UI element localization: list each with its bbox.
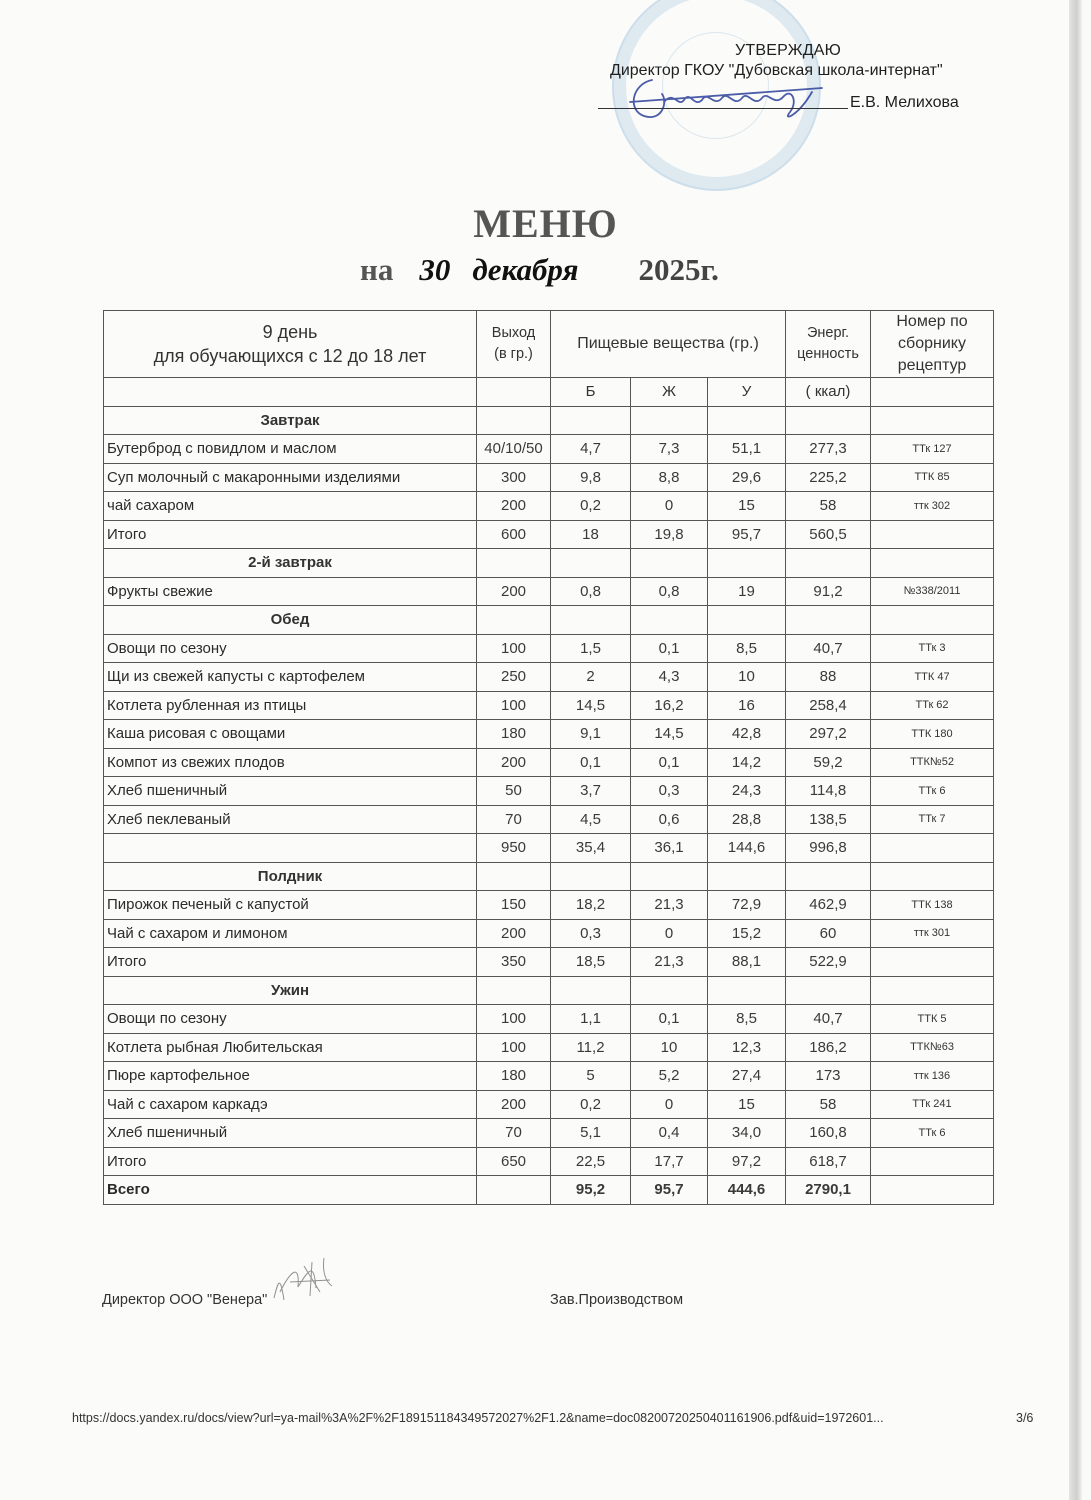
section-header-row — [104, 406, 994, 435]
output-cell: 200 — [477, 919, 551, 948]
recipe-code-cell: ТТК 47 — [871, 663, 994, 692]
kcal-cell: 258,4 — [786, 691, 871, 720]
fat-cell: 21,3 — [631, 891, 708, 920]
protein-cell: 18,2 — [551, 891, 631, 920]
output-cell: 100 — [477, 1033, 551, 1062]
output-cell — [477, 1176, 551, 1205]
kcal-cell: 297,2 — [786, 720, 871, 749]
dish-name-cell: Щи из свежей капусты с картофелем — [104, 663, 477, 692]
output-cell: 100 — [477, 691, 551, 720]
section-header-row — [104, 976, 994, 1005]
dish-name-cell: Компот из свежих плодов — [104, 748, 477, 777]
kcal-cell: 462,9 — [786, 891, 871, 920]
date-month: декабря — [472, 252, 579, 287]
table-row — [104, 663, 994, 692]
approval-name: Е.В. Мелихова — [850, 94, 959, 111]
protein-cell: 9,1 — [551, 720, 631, 749]
carbs-cell: 72,9 — [708, 891, 786, 920]
recipe-code-cell: ТТК 5 — [871, 1005, 994, 1034]
kcal-cell: 40,7 — [786, 634, 871, 663]
protein-cell: 11,2 — [551, 1033, 631, 1062]
carbs-cell — [708, 406, 786, 435]
recipe-code-cell — [871, 1176, 994, 1205]
subtotal-row — [104, 1147, 994, 1176]
kcal-cell: 58 — [786, 492, 871, 521]
fat-cell: 16,2 — [631, 691, 708, 720]
dish-name-cell: Котлета рыбная Любительская — [104, 1033, 477, 1062]
output-cell: 950 — [477, 834, 551, 863]
fat-cell: 0 — [631, 1090, 708, 1119]
kcal-cell: 59,2 — [786, 748, 871, 777]
dish-name-cell: Овощи по сезону — [104, 1005, 477, 1034]
date-prefix: на — [360, 252, 394, 287]
header-recipe-number: Номер по сборнику рецептур — [871, 311, 994, 378]
fat-cell: 0,1 — [631, 1005, 708, 1034]
fat-cell: 14,5 — [631, 720, 708, 749]
table-row — [104, 720, 994, 749]
fat-cell: 0 — [631, 492, 708, 521]
table-row — [104, 891, 994, 920]
output-cell — [477, 406, 551, 435]
dish-name-cell: Фрукты свежие — [104, 577, 477, 606]
carbs-cell: 10 — [708, 663, 786, 692]
fat-cell: 5,2 — [631, 1062, 708, 1091]
output-cell: 300 — [477, 463, 551, 492]
protein-cell: 22,5 — [551, 1147, 631, 1176]
kcal-cell: 186,2 — [786, 1033, 871, 1062]
dish-name-cell: Чай с сахаром каркадэ — [104, 1090, 477, 1119]
director-signature-icon — [270, 1252, 350, 1302]
footer-production-head: Зав.Производством — [550, 1292, 684, 1308]
recipe-code-cell: ттк 301 — [871, 919, 994, 948]
dish-name-cell: Каша рисовая с овощами — [104, 720, 477, 749]
fat-cell: 0,4 — [631, 1119, 708, 1148]
recipe-code-cell — [871, 606, 994, 635]
table-row — [104, 463, 994, 492]
recipe-code-cell: ТТк 7 — [871, 805, 994, 834]
kcal-cell — [786, 976, 871, 1005]
protein-cell: 2 — [551, 663, 631, 692]
fat-cell: 0,1 — [631, 634, 708, 663]
protein-cell: 1,5 — [551, 634, 631, 663]
header-day: 9 день для обучающихся с 12 до 18 лет — [104, 311, 477, 378]
carbs-cell: 42,8 — [708, 720, 786, 749]
date-year: 2025г. — [638, 252, 719, 287]
protein-cell: 0,2 — [551, 1090, 631, 1119]
table-row — [104, 1033, 994, 1062]
recipe-code-cell: ттк 136 — [871, 1062, 994, 1091]
kcal-cell: 88 — [786, 663, 871, 692]
protein-cell: 9,8 — [551, 463, 631, 492]
kcal-cell: 60 — [786, 919, 871, 948]
dish-name-cell: Котлета рубленная из птицы — [104, 691, 477, 720]
fat-cell — [631, 606, 708, 635]
dish-name-cell: Ужин — [104, 976, 477, 1005]
carbs-cell: 8,5 — [708, 634, 786, 663]
fat-cell: 95,7 — [631, 1176, 708, 1205]
fat-cell: 4,3 — [631, 663, 708, 692]
dish-name-cell: Бутерброд с повидлом и маслом — [104, 435, 477, 464]
kcal-cell — [786, 406, 871, 435]
carbs-cell: 88,1 — [708, 948, 786, 977]
page-title: МЕНЮ — [473, 201, 618, 246]
page-number: 3/6 — [1016, 1411, 1034, 1425]
kcal-cell: 58 — [786, 1090, 871, 1119]
table-subheader-row — [104, 378, 994, 407]
protein-cell: 18 — [551, 520, 631, 549]
date-day: 30 — [419, 252, 451, 287]
dish-name-cell: Чай с сахаром и лимоном — [104, 919, 477, 948]
recipe-code-cell — [871, 406, 994, 435]
signature-line — [598, 108, 848, 109]
menu-table-body — [104, 406, 994, 1204]
recipe-code-cell — [871, 1147, 994, 1176]
header-nutrients: Пищевые вещества (гр.) — [551, 311, 786, 378]
subtotal-row — [104, 948, 994, 977]
recipe-code-cell: ТТк 241 — [871, 1090, 994, 1119]
output-cell: 200 — [477, 492, 551, 521]
subtotal-row — [104, 520, 994, 549]
header-output: Выход (в гр.) — [477, 311, 551, 378]
footer-director: Директор ООО "Венера" — [102, 1292, 268, 1308]
protein-cell: 4,5 — [551, 805, 631, 834]
kcal-cell — [786, 862, 871, 891]
kcal-cell: 522,9 — [786, 948, 871, 977]
output-cell: 200 — [477, 577, 551, 606]
table-row — [104, 1062, 994, 1091]
table-row — [104, 435, 994, 464]
output-cell: 40/10/50 — [477, 435, 551, 464]
output-cell — [477, 549, 551, 578]
recipe-code-cell: ТТк 3 — [871, 634, 994, 663]
protein-cell: 5,1 — [551, 1119, 631, 1148]
kcal-cell: 138,5 — [786, 805, 871, 834]
carbs-cell — [708, 549, 786, 578]
table-row — [104, 805, 994, 834]
recipe-code-cell: ТТК 180 — [871, 720, 994, 749]
fat-cell: 36,1 — [631, 834, 708, 863]
dish-name-cell — [104, 834, 477, 863]
table-row — [104, 919, 994, 948]
protein-cell — [551, 862, 631, 891]
output-cell: 70 — [477, 1119, 551, 1148]
recipe-code-cell: ттк 302 — [871, 492, 994, 521]
approval-title: УТВЕРЖДАЮ — [735, 42, 842, 59]
fat-cell: 7,3 — [631, 435, 708, 464]
carbs-cell: 28,8 — [708, 805, 786, 834]
table-row — [104, 748, 994, 777]
protein-cell: 4,7 — [551, 435, 631, 464]
carbs-cell: 444,6 — [708, 1176, 786, 1205]
dish-name-cell: 2-й завтрак — [104, 549, 477, 578]
recipe-code-cell — [871, 520, 994, 549]
kcal-cell: 40,7 — [786, 1005, 871, 1034]
protein-cell: 0,1 — [551, 748, 631, 777]
recipe-code-cell: ТТК 138 — [871, 891, 994, 920]
header-kcal: ( ккал) — [786, 378, 871, 407]
section-header-row — [104, 862, 994, 891]
approval-role: Директор ГКОУ "Дубовская школа-интернат" — [610, 62, 943, 79]
kcal-cell: 277,3 — [786, 435, 871, 464]
dish-name-cell: Обед — [104, 606, 477, 635]
fat-cell — [631, 406, 708, 435]
dish-name-cell: Хлеб пеклеваный — [104, 805, 477, 834]
output-cell — [477, 862, 551, 891]
output-cell — [477, 606, 551, 635]
recipe-code-cell: ТТк 6 — [871, 1119, 994, 1148]
kcal-cell — [786, 606, 871, 635]
recipe-code-cell: ТТК№52 — [871, 748, 994, 777]
header-protein: Б — [551, 378, 631, 407]
section-header-row — [104, 549, 994, 578]
carbs-cell: 24,3 — [708, 777, 786, 806]
carbs-cell: 14,2 — [708, 748, 786, 777]
menu-table — [103, 310, 994, 1205]
protein-cell: 18,5 — [551, 948, 631, 977]
fat-cell — [631, 549, 708, 578]
kcal-cell: 225,2 — [786, 463, 871, 492]
dish-name-cell: Пирожок печеный с капустой — [104, 891, 477, 920]
dish-name-cell: Полдник — [104, 862, 477, 891]
carbs-cell: 27,4 — [708, 1062, 786, 1091]
carbs-cell — [708, 606, 786, 635]
carbs-cell: 51,1 — [708, 435, 786, 464]
output-cell: 650 — [477, 1147, 551, 1176]
carbs-cell: 15 — [708, 492, 786, 521]
recipe-code-cell: ТТк 6 — [871, 777, 994, 806]
output-cell: 350 — [477, 948, 551, 977]
protein-cell: 1,1 — [551, 1005, 631, 1034]
output-cell: 50 — [477, 777, 551, 806]
carbs-cell — [708, 976, 786, 1005]
carbs-cell: 95,7 — [708, 520, 786, 549]
table-row — [104, 1005, 994, 1034]
kcal-cell — [786, 549, 871, 578]
dish-name-cell: Овощи по сезону — [104, 634, 477, 663]
protein-cell: 5 — [551, 1062, 631, 1091]
table-row — [104, 1119, 994, 1148]
dish-name-cell: Всего — [104, 1176, 477, 1205]
protein-cell: 35,4 — [551, 834, 631, 863]
fat-cell: 8,8 — [631, 463, 708, 492]
fat-cell: 0,1 — [631, 748, 708, 777]
table-row — [104, 492, 994, 521]
recipe-code-cell: ТТК 85 — [871, 463, 994, 492]
carbs-cell: 34,0 — [708, 1119, 786, 1148]
protein-cell — [551, 549, 631, 578]
protein-cell: 0,8 — [551, 577, 631, 606]
dish-name-cell: Хлеб пшеничный — [104, 1119, 477, 1148]
carbs-cell: 16 — [708, 691, 786, 720]
carbs-cell: 29,6 — [708, 463, 786, 492]
output-cell: 150 — [477, 891, 551, 920]
fat-cell: 0,6 — [631, 805, 708, 834]
recipe-code-cell: №338/2011 — [871, 577, 994, 606]
kcal-cell: 114,8 — [786, 777, 871, 806]
subtotal-row — [104, 834, 994, 863]
dish-name-cell: Пюре картофельное — [104, 1062, 477, 1091]
recipe-code-cell — [871, 549, 994, 578]
menu-date — [360, 252, 719, 288]
dish-name-cell: Хлеб пшеничный — [104, 777, 477, 806]
fat-cell — [631, 862, 708, 891]
dish-name-cell: Суп молочный с макаронными изделиями — [104, 463, 477, 492]
recipe-code-cell — [871, 862, 994, 891]
carbs-cell: 12,3 — [708, 1033, 786, 1062]
signature-icon — [622, 72, 842, 124]
output-cell — [477, 976, 551, 1005]
dish-name-cell: Итого — [104, 948, 477, 977]
output-cell: 100 — [477, 1005, 551, 1034]
table-row — [104, 691, 994, 720]
table-row — [104, 577, 994, 606]
kcal-cell: 173 — [786, 1062, 871, 1091]
protein-cell — [551, 406, 631, 435]
fat-cell — [631, 976, 708, 1005]
recipe-code-cell — [871, 948, 994, 977]
header-fat: Ж — [631, 378, 708, 407]
browser-print-footer — [72, 1411, 1032, 1425]
output-cell: 200 — [477, 748, 551, 777]
grand-total-row — [104, 1176, 994, 1205]
recipe-code-cell: ТТк 127 — [871, 435, 994, 464]
subheader-empty — [871, 378, 994, 407]
carbs-cell: 19 — [708, 577, 786, 606]
kcal-cell: 160,8 — [786, 1119, 871, 1148]
kcal-cell: 996,8 — [786, 834, 871, 863]
output-cell: 200 — [477, 1090, 551, 1119]
output-cell: 100 — [477, 634, 551, 663]
fat-cell: 19,8 — [631, 520, 708, 549]
kcal-cell: 618,7 — [786, 1147, 871, 1176]
subheader-empty — [477, 378, 551, 407]
carbs-cell: 144,6 — [708, 834, 786, 863]
subheader-empty — [104, 378, 477, 407]
fat-cell: 0,8 — [631, 577, 708, 606]
dish-name-cell: Завтрак — [104, 406, 477, 435]
kcal-cell: 91,2 — [786, 577, 871, 606]
table-row — [104, 634, 994, 663]
carbs-cell: 97,2 — [708, 1147, 786, 1176]
header-energy: Энерг. ценность — [786, 311, 871, 378]
protein-cell: 14,5 — [551, 691, 631, 720]
carbs-cell: 8,5 — [708, 1005, 786, 1034]
table-row — [104, 777, 994, 806]
output-cell: 600 — [477, 520, 551, 549]
recipe-code-cell — [871, 834, 994, 863]
kcal-cell: 2790,1 — [786, 1176, 871, 1205]
fat-cell: 0 — [631, 919, 708, 948]
dish-name-cell: Итого — [104, 1147, 477, 1176]
recipe-code-cell: ТТК№63 — [871, 1033, 994, 1062]
output-cell: 250 — [477, 663, 551, 692]
carbs-cell: 15 — [708, 1090, 786, 1119]
dish-name-cell: Итого — [104, 520, 477, 549]
carbs-cell — [708, 862, 786, 891]
fat-cell: 21,3 — [631, 948, 708, 977]
protein-cell: 95,2 — [551, 1176, 631, 1205]
fat-cell: 17,7 — [631, 1147, 708, 1176]
recipe-code-cell — [871, 976, 994, 1005]
recipe-code-cell: ТТк 62 — [871, 691, 994, 720]
section-header-row — [104, 606, 994, 635]
protein-cell — [551, 606, 631, 635]
output-cell: 70 — [477, 805, 551, 834]
dish-name-cell: чай сахаром — [104, 492, 477, 521]
print-url: https://docs.yandex.ru/docs/view?url=ya-mail%3A%2F%2F189151184349572027%2F1.2&name=doc08200720250401161906.pdf&uid=1972601... — [72, 1411, 884, 1425]
table-row — [104, 1090, 994, 1119]
protein-cell: 0,3 — [551, 919, 631, 948]
protein-cell: 3,7 — [551, 777, 631, 806]
carbs-cell: 15,2 — [708, 919, 786, 948]
protein-cell — [551, 976, 631, 1005]
kcal-cell: 560,5 — [786, 520, 871, 549]
table-header-row — [104, 311, 994, 378]
output-cell: 180 — [477, 720, 551, 749]
fat-cell: 0,3 — [631, 777, 708, 806]
header-carbs: У — [708, 378, 786, 407]
fat-cell: 10 — [631, 1033, 708, 1062]
output-cell: 180 — [477, 1062, 551, 1091]
protein-cell: 0,2 — [551, 492, 631, 521]
